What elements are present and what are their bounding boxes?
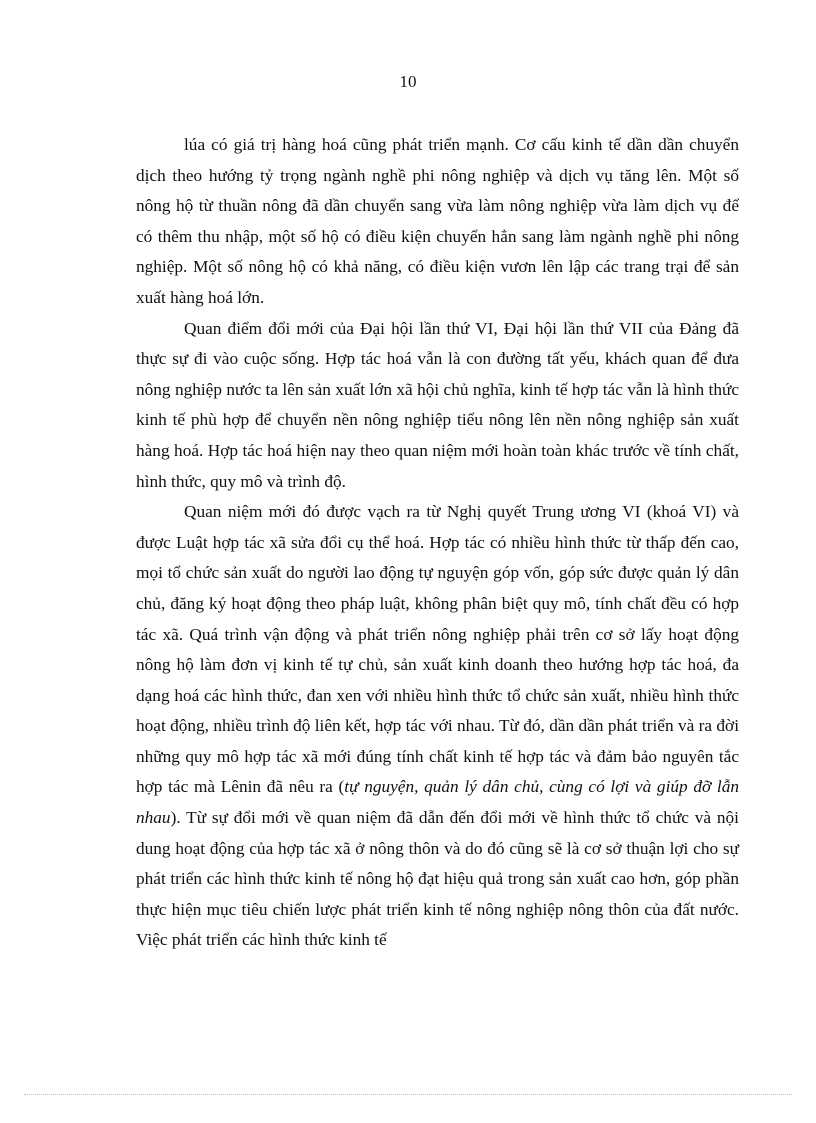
- page-bottom-dotted-rule: [24, 1094, 792, 1095]
- page-number: 10: [399, 72, 417, 91]
- paragraph-2: Quan điểm đổi mới của Đại hội lần thứ VI, Đại hội lần thứ VII của Đảng đã thực sự đi vào cuộc sống. Hợp tác hoá vẫn là con đường tất yếu, khách quan để đưa nông nghiệp nước ta lên sản xuất lớn xã hội chủ nghĩa, kinh tế hợp tác vẫn là hình thức kinh tế phù hợp để chuyển nền nông nghiệp tiểu nông lên nền nông nghiệp sản xuất hàng hoá. Hợp tác hoá hiện nay theo quan niệm mới hoàn toàn khác trước về tính chất, hình thức, quy mô và trình độ.: [136, 318, 739, 491]
- paragraph-3-italic-quote: tự nguyện, quản lý dân chủ, cùng có lợi và giúp đỡ lẫn nhau: [136, 777, 739, 828]
- paragraph-3-text-before: Quan niệm mới đó được vạch ra từ Nghị quyết Trung ương VI (khoá VI) và được Luật hợp tác xã sửa đổi cụ thể hoá. Hợp tác có nhiều hình thức từ thấp đến cao, mọi tổ chức sản xuất do người lao động tự nguyện góp vốn, góp sức được quản lý dân chủ, đăng ký hoạt động theo pháp luật, không phân biệt quy mô, tính chất đều có hợp tác xã. Quá trình vận động và phát triển nông nghiệp phải trên cơ sở lấy hoạt động nông hộ làm đơn vị kinh tế tự chủ, sản xuất kinh doanh theo hướng hợp tác hoá, đa dạng hoá các hình thức, đan xen với nhiều hình thức tổ chức sản xuất, nhiều hình thức hoạt động, nhiều trình độ liên kết, hợp tác với nhau. Từ đó, dần dần phát triển và ra đời những quy mô hợp tác xã mới đúng tính chất kinh tế hợp tác và đảm bảo nguyên tắc hợp tác mà Lênin đã nêu ra (: [136, 502, 739, 797]
- paragraph-3-text-after: ). Từ sự đổi mới về quan niệm đã dẫn đến đổi mới về hình thức tổ chức và nội dung hoạt động của hợp tác xã ở nông thôn và do đó cũng sẽ là cơ sở thuận lợi cho sự phát triển các hình thức kinh tế nông hộ đạt hiệu quả trong sản xuất cao hơn, góp phần thực hiện mục tiêu chiến lược phát triển kinh tế nông nghiệp nông thôn của đất nước. Việc phát triển các hình thức kinh tế: [136, 808, 739, 950]
- paragraph-3: [136, 497, 739, 956]
- paragraph-1: lúa có giá trị hàng hoá cũng phát triển mạnh. Cơ cấu kinh tế dần dần chuyển dịch theo hướng tỷ trọng ngành nghề phi nông nghiệp và dịch vụ tăng lên. Một số nông hộ từ thuần nông đã dần chuyển sang vừa làm nông nghiệp vừa làm dịch vụ để có thêm thu nhập, một số hộ có điều kiện chuyển hẳn sang làm ngành nghề phi nông nghiệp. Một số nông hộ có khả năng, có điều kiện vươn lên lập các trang trại để sản xuất hàng hoá lớn.: [136, 135, 739, 307]
- document-body: [136, 130, 739, 956]
